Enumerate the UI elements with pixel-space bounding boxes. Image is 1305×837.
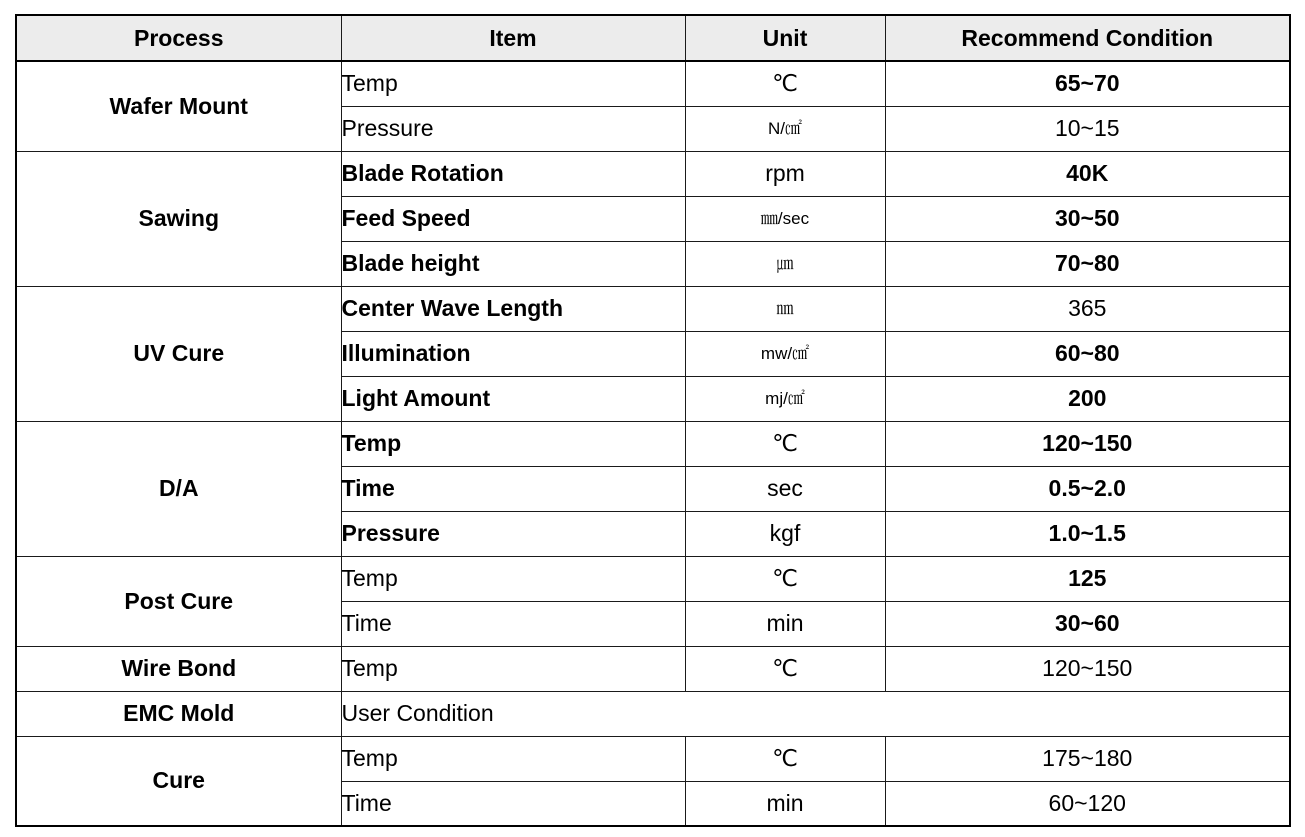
item-cell: Time xyxy=(341,601,685,646)
item-cell: Temp xyxy=(341,556,685,601)
table-row xyxy=(16,286,1290,331)
table-row xyxy=(16,691,1290,736)
unit-cell: ㎜/sec xyxy=(685,196,885,241)
process-cell: Wafer Mount xyxy=(16,61,341,151)
process-cell: UV Cure xyxy=(16,286,341,421)
item-cell: Feed Speed xyxy=(341,196,685,241)
table-row xyxy=(16,556,1290,601)
condition-cell: 125 xyxy=(885,556,1290,601)
unit-cell: ℃ xyxy=(685,61,885,106)
condition-cell: 1.0~1.5 xyxy=(885,511,1290,556)
item-cell: Temp xyxy=(341,736,685,781)
unit-cell: min xyxy=(685,781,885,826)
process-cell: EMC Mold xyxy=(16,691,341,736)
condition-cell: 70~80 xyxy=(885,241,1290,286)
process-conditions-table xyxy=(15,14,1291,827)
condition-cell: 175~180 xyxy=(885,736,1290,781)
unit-cell: ㎛ xyxy=(685,241,885,286)
table-row xyxy=(16,736,1290,781)
unit-cell: mw/㎠ xyxy=(685,331,885,376)
header-process: Process xyxy=(16,15,341,61)
item-cell: Temp xyxy=(341,61,685,106)
item-cell: Center Wave Length xyxy=(341,286,685,331)
condition-cell: 200 xyxy=(885,376,1290,421)
item-cell: Illumination xyxy=(341,331,685,376)
header-item: Item xyxy=(341,15,685,61)
item-cell: Temp xyxy=(341,421,685,466)
item-cell: Temp xyxy=(341,646,685,691)
item-cell: Time xyxy=(341,466,685,511)
condition-cell: 120~150 xyxy=(885,421,1290,466)
item-cell: Pressure xyxy=(341,106,685,151)
table-row xyxy=(16,151,1290,196)
item-cell: Blade Rotation xyxy=(341,151,685,196)
unit-cell: kgf xyxy=(685,511,885,556)
condition-cell: 30~50 xyxy=(885,196,1290,241)
header-row xyxy=(16,15,1290,61)
unit-cell: ℃ xyxy=(685,421,885,466)
item-cell: Time xyxy=(341,781,685,826)
condition-cell: 65~70 xyxy=(885,61,1290,106)
unit-cell: ㎚ xyxy=(685,286,885,331)
table-header xyxy=(16,15,1290,61)
item-cell: User Condition xyxy=(341,691,1290,736)
unit-cell: N/㎠ xyxy=(685,106,885,151)
header-condition: Recommend Condition xyxy=(885,15,1290,61)
unit-cell: min xyxy=(685,601,885,646)
condition-cell: 30~60 xyxy=(885,601,1290,646)
table-row xyxy=(16,61,1290,106)
condition-cell: 60~120 xyxy=(885,781,1290,826)
condition-cell: 40K xyxy=(885,151,1290,196)
condition-cell: 365 xyxy=(885,286,1290,331)
item-cell: Blade height xyxy=(341,241,685,286)
table-row xyxy=(16,421,1290,466)
process-cell: Sawing xyxy=(16,151,341,286)
condition-cell: 0.5~2.0 xyxy=(885,466,1290,511)
process-cell: Wire Bond xyxy=(16,646,341,691)
table-row xyxy=(16,646,1290,691)
unit-cell: ℃ xyxy=(685,646,885,691)
item-cell: Pressure xyxy=(341,511,685,556)
item-cell: Light Amount xyxy=(341,376,685,421)
unit-cell: ℃ xyxy=(685,556,885,601)
condition-cell: 120~150 xyxy=(885,646,1290,691)
unit-cell: ℃ xyxy=(685,736,885,781)
unit-cell: sec xyxy=(685,466,885,511)
process-cell: D/A xyxy=(16,421,341,556)
unit-cell: mj/㎠ xyxy=(685,376,885,421)
table-body xyxy=(16,61,1290,826)
header-unit: Unit xyxy=(685,15,885,61)
process-cell: Cure xyxy=(16,736,341,826)
process-cell: Post Cure xyxy=(16,556,341,646)
condition-cell: 60~80 xyxy=(885,331,1290,376)
condition-cell: 10~15 xyxy=(885,106,1290,151)
unit-cell: rpm xyxy=(685,151,885,196)
